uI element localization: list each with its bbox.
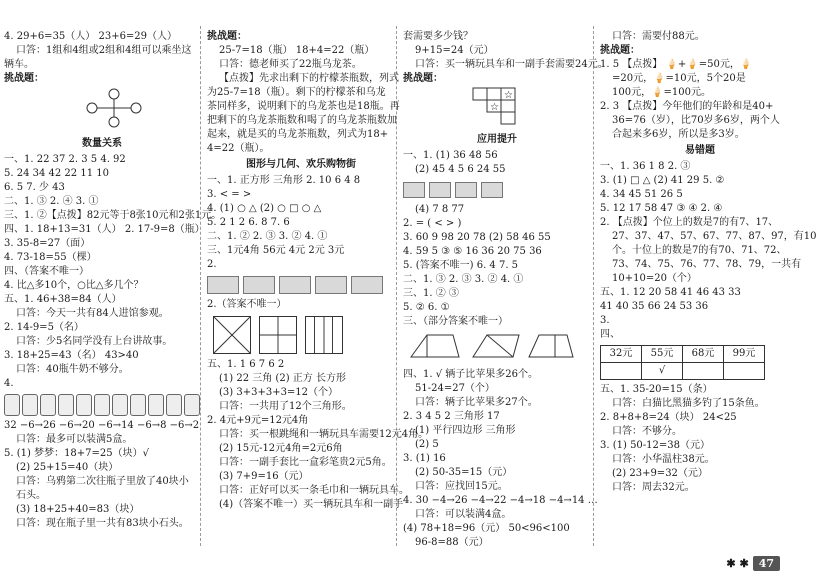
answer-line: 五、1. 35-20=15（条） — [600, 384, 713, 395]
answer-line: 5. ② 6. ① — [403, 302, 450, 313]
answer-line: (3) 18+25+40=83（块） — [16, 504, 140, 515]
answer-line: 起来，就是买的乌龙茶瓶数，列式为18+ — [207, 129, 389, 140]
answer-line: 二、1. ③ 2. ③ 3. ② 4. ① — [403, 274, 524, 285]
answer-line: 二、1. ③ 2. ④ 3. ① — [4, 196, 99, 207]
answer-line: =20元，🍦=10元，5个20是 — [612, 73, 746, 84]
answer-line: 5. (1) 梦梦：18+7=25（块）√ — [4, 448, 150, 459]
answer-line: 四、（答案不唯一） — [4, 266, 89, 277]
answer-line: 三、1元4角 56元 4元 2元 3元 — [207, 245, 345, 256]
answer-line: 5. 2 1 2 6. 8 7. 6 — [207, 217, 290, 228]
number-diamond-diagram — [84, 88, 144, 128]
answer-line: 口答：小华温柱38元。 — [612, 454, 715, 465]
answer-line: 27、37、47、57、67、77、87、97，有10 — [612, 231, 817, 242]
answer-line: 3. 35-8=27（面） — [4, 238, 91, 249]
answer-line: 为25-7=18（瓶）。剩下的柠檬茶和乌龙 — [207, 87, 386, 98]
answer-line: 9+15=24（元） — [415, 45, 494, 56]
answer-line: 口答：一共用了12个三角形。 — [219, 401, 352, 412]
answer-line: 口答：一副手套比一盒彩笔贵2元5角。 — [219, 457, 392, 468]
answer-line: 一、1. 36 1 8 2. ③ — [600, 161, 691, 172]
answer-line: 3. < = > — [207, 189, 252, 200]
answer-line: 三、（部分答案不唯一） — [403, 316, 508, 327]
answer-line: 石头。 — [16, 490, 46, 501]
answer-line: 4. 30 −4→26 −4→22 −4→18 −4→14 … — [403, 495, 598, 506]
answer-line: 2. 【点拨】个位上的数是7的有7、17、 — [600, 217, 779, 228]
answer-line: 四、1. √ 辆子比苹果多26个。 — [403, 369, 538, 380]
answer-line: 25-7=18（瓶） 18+4=22（瓶） — [219, 45, 375, 56]
answer-line: 51-24=27（个） — [415, 383, 495, 394]
price-table — [600, 345, 765, 380]
answer-line: 100元，🍦=100元。 — [612, 87, 712, 98]
answer-line: 一、1. 正方形 三角形 2. 10 6 4 8 — [207, 175, 361, 186]
answer-line: 2.（答案不唯一） — [207, 299, 287, 310]
square-division-figures — [213, 316, 395, 354]
answer-line: 4. — [4, 378, 14, 389]
answer-line: 口答：少5名同学没有上台讲故事。 — [16, 336, 173, 347]
answer-line: 3. 18+25=43（名） 43>40 — [4, 350, 139, 361]
section-heading: 挑战题： — [403, 73, 443, 84]
column-4 — [596, 30, 817, 550]
answer-line: 口答：1组和4组或2组和4组可以乘坐这 — [16, 45, 192, 56]
answer-line: 口答：不够分。 — [612, 426, 682, 437]
page-footer — [726, 556, 780, 571]
answer-line: 2. 8+8+8=24（块） 24<25 — [600, 412, 737, 423]
price-cell: 32元 — [601, 346, 642, 363]
answer-line: 套需要多少钱？ — [403, 31, 473, 42]
answer-line: 口答：辆子比苹果多27个。 — [415, 397, 538, 408]
price-cell: 99元 — [724, 346, 765, 363]
section-title: 易错题 — [685, 145, 715, 156]
answer-line: (1) 平行四边形 三角形 — [415, 425, 516, 436]
answer-line: 3. (1) 16 — [403, 453, 446, 464]
answer-line: 4=22（瓶）。 — [207, 143, 270, 154]
answer-line: 73、74、75、76、77、78、79，一共有 — [612, 259, 802, 270]
answer-line: 【点拨】先求出剩下的柠檬茶瓶数，列式 — [219, 73, 399, 84]
column-3 — [399, 30, 608, 550]
star-grid-figure — [463, 86, 543, 126]
answer-line: 5. 12 17 58 47 ③ ④ 2. ④ — [600, 203, 723, 214]
check-cell — [724, 363, 765, 380]
price-cell: 68元 — [683, 346, 724, 363]
answer-line: 口答：40瓶牛奶不够分。 — [16, 364, 129, 375]
column-divider — [593, 26, 594, 546]
answer-line: 辆车。 — [4, 59, 34, 70]
answer-line: (2) 5 — [415, 439, 439, 450]
answer-line: (1) 22 三角 (2) 正方 长方形 — [219, 373, 346, 384]
section-title: 应用提升 — [477, 134, 517, 145]
answer-line: 96-8=88（元） — [415, 537, 489, 548]
square-diagonals — [213, 316, 251, 354]
answer-line: 3. 60 9 98 20 78 (2) 58 46 55 — [403, 232, 551, 243]
answer-line: 3. (1) □ △ (2) 41 29 5. ② — [600, 175, 725, 186]
answer-line: 41 40 35 66 24 53 36 — [600, 301, 709, 312]
answer-line: 四、 — [600, 329, 620, 340]
page-number: 47 — [753, 556, 780, 571]
answer-line: 口答：应找回15元。 — [415, 481, 508, 492]
answer-line: 四、1. 18+13=31（人） 2. 17-9=8（瓶） — [4, 224, 205, 235]
section-title: 图形与几何、欢乐购物街 — [246, 159, 356, 170]
answer-line: 口答：可以装满4盒。 — [415, 509, 512, 520]
answer-line: 个。十位上的数是7的有70、71、72、 — [612, 245, 787, 256]
answer-line: 2. — [207, 259, 217, 270]
answer-line: 3. — [600, 315, 610, 326]
answer-line: (2) 50-35=15（元） — [415, 467, 513, 478]
column-divider — [200, 26, 201, 546]
answer-line: 把剩下的乌龙茶瓶数和喝了的乌龙茶瓶数加 — [207, 115, 397, 126]
answer-line: 口答：需要付88元。 — [612, 31, 705, 42]
answer-line: 五、1. 1 6 7 6 2 — [207, 359, 285, 370]
answer-line: (3) 3+3+3+3=12（个） — [219, 387, 339, 398]
answer-line: 口答：乌鸦第二次往瓶子里放了40块小 — [16, 476, 189, 487]
answer-line: (2) 23+9=32（元） — [612, 468, 708, 479]
answer-line: (4) 7 8 77 — [415, 204, 465, 215]
answer-line: 10+10=20（个） — [612, 273, 697, 284]
answer-line: 2. 3 【点拨】今年他们的年龄和是40+ — [600, 101, 774, 112]
answer-line: 4. 比△多10个，○比△多几个？ — [4, 280, 144, 291]
check-cell — [683, 363, 724, 380]
answer-line: 口答：德老师买了22瓶乌龙茶。 — [219, 59, 362, 70]
answer-line: 5. (答案不唯一) 6. 4 7. 5 — [403, 260, 519, 271]
section-heading: 挑战题： — [600, 45, 640, 56]
answer-line: (2) 25+15=40（块） — [16, 462, 119, 473]
answer-line: 口答：今天一共有84人进馆参观。 — [16, 308, 169, 319]
price-cell: 55元 — [642, 346, 683, 363]
trapezoid-figures — [407, 333, 577, 359]
answer-line: 口答：最多可以装满5盒。 — [16, 434, 133, 445]
square-quarters — [259, 316, 297, 354]
answer-line: 5. 24 34 42 22 11 10 — [4, 168, 109, 179]
answer-line: 口答：正好可以买一条毛巾和一辆玩具车。 — [219, 485, 409, 496]
answer-line: 6. 5 7. 少 43 — [4, 182, 65, 193]
answer-line: 4. 73-18=55（棵） — [4, 252, 97, 263]
answer-line: (3) 7+9=16（元） — [219, 471, 309, 482]
answer-line: (4) 78+18=96（元） 50<96<100 — [403, 523, 570, 534]
answer-line: 茶同样多，说明剩下的乌龙茶也是18瓶。再 — [207, 101, 400, 112]
answer-line: 2. 3 4 5 2 三角形 17 — [403, 411, 500, 422]
banknote-row — [207, 274, 395, 296]
star-icon: ☆ — [504, 90, 513, 101]
answer-line: 4. 34 45 51 26 5 — [600, 189, 683, 200]
column-1 — [0, 30, 222, 550]
check-cell: √ — [642, 363, 683, 380]
answer-line: 一、1. (1) 36 48 56 — [403, 150, 498, 161]
check-cell — [601, 363, 642, 380]
number-cards-figure — [403, 179, 591, 201]
star-decoration-icon: ✱ ✱ — [726, 557, 749, 570]
section-title: 数量关系 — [82, 138, 122, 149]
answer-line: 口答：现在瓶子里一共有83块小石头。 — [16, 518, 189, 529]
answer-line: (2) 15元-12元4角=2元6角 — [219, 443, 343, 454]
answer-line: 1. 5 【点拨】 🍦+🍦=50元，🍦 — [600, 59, 753, 70]
answer-line: 五、1. 46+38=84（人） — [4, 294, 122, 305]
answer-line: 2. 14-9=5（名） — [4, 322, 84, 333]
answer-line: (4)（答案不唯一）买一辆玩具车和一副手 — [219, 499, 404, 510]
bottle-illustration — [4, 394, 200, 416]
answer-line: 口答：周去32元。 — [612, 482, 695, 493]
answer-line: 口答：买一辆玩具车和一副手套需要24元。 — [415, 59, 608, 70]
answer-line: (2) 45 4 5 6 24 55 — [415, 164, 506, 175]
square-strips — [305, 316, 343, 354]
answer-line: 4. 29+6=35（人） 23+6=29（人） — [4, 31, 178, 42]
section-heading: 挑战题： — [4, 73, 44, 84]
answer-line: 口答：买一根跳绳和一辆玩具车需要12元4角。 — [219, 429, 429, 440]
answer-line: 合起来多6岁，所以是多3岁。 — [612, 129, 745, 140]
answer-line: 32 −6→26 −6→20 −6→14 −6→8 −6→2 — [4, 420, 200, 431]
answer-line: 4. 59 5 ③ ⑤ 16 36 20 75 36 — [403, 246, 542, 257]
star-icon: ☆ — [490, 102, 499, 113]
answer-line: 三、1. ② ③ — [403, 288, 459, 299]
answer-line: 五、1. 12 20 58 41 46 43 33 — [600, 287, 741, 298]
answer-line: 二、1. ② 2. ③ 3. ② 4. ① — [207, 231, 328, 242]
section-heading: 挑战题： — [207, 31, 247, 42]
answer-line: 4. (1) ○ △ (2) ○ □ ○ △ — [207, 203, 322, 214]
answer-line: 三、1. ②【点拨】82元等于8张10元和2张1元。 — [4, 210, 222, 221]
answer-line: 一、1. 22 37 2. 3 5 4. 92 — [4, 154, 126, 165]
answer-line: 口答：白猫比黑猫多钓了15条鱼。 — [612, 398, 765, 409]
answer-line: 36=76（岁），比70岁多6岁，两个人 — [612, 115, 780, 126]
answer-line: 2. = ( < > ) — [403, 218, 462, 229]
answer-line: 3. (1) 50-12=38（元） — [600, 440, 710, 451]
answer-line: 2. 4元+9元=12元4角 — [207, 415, 309, 426]
